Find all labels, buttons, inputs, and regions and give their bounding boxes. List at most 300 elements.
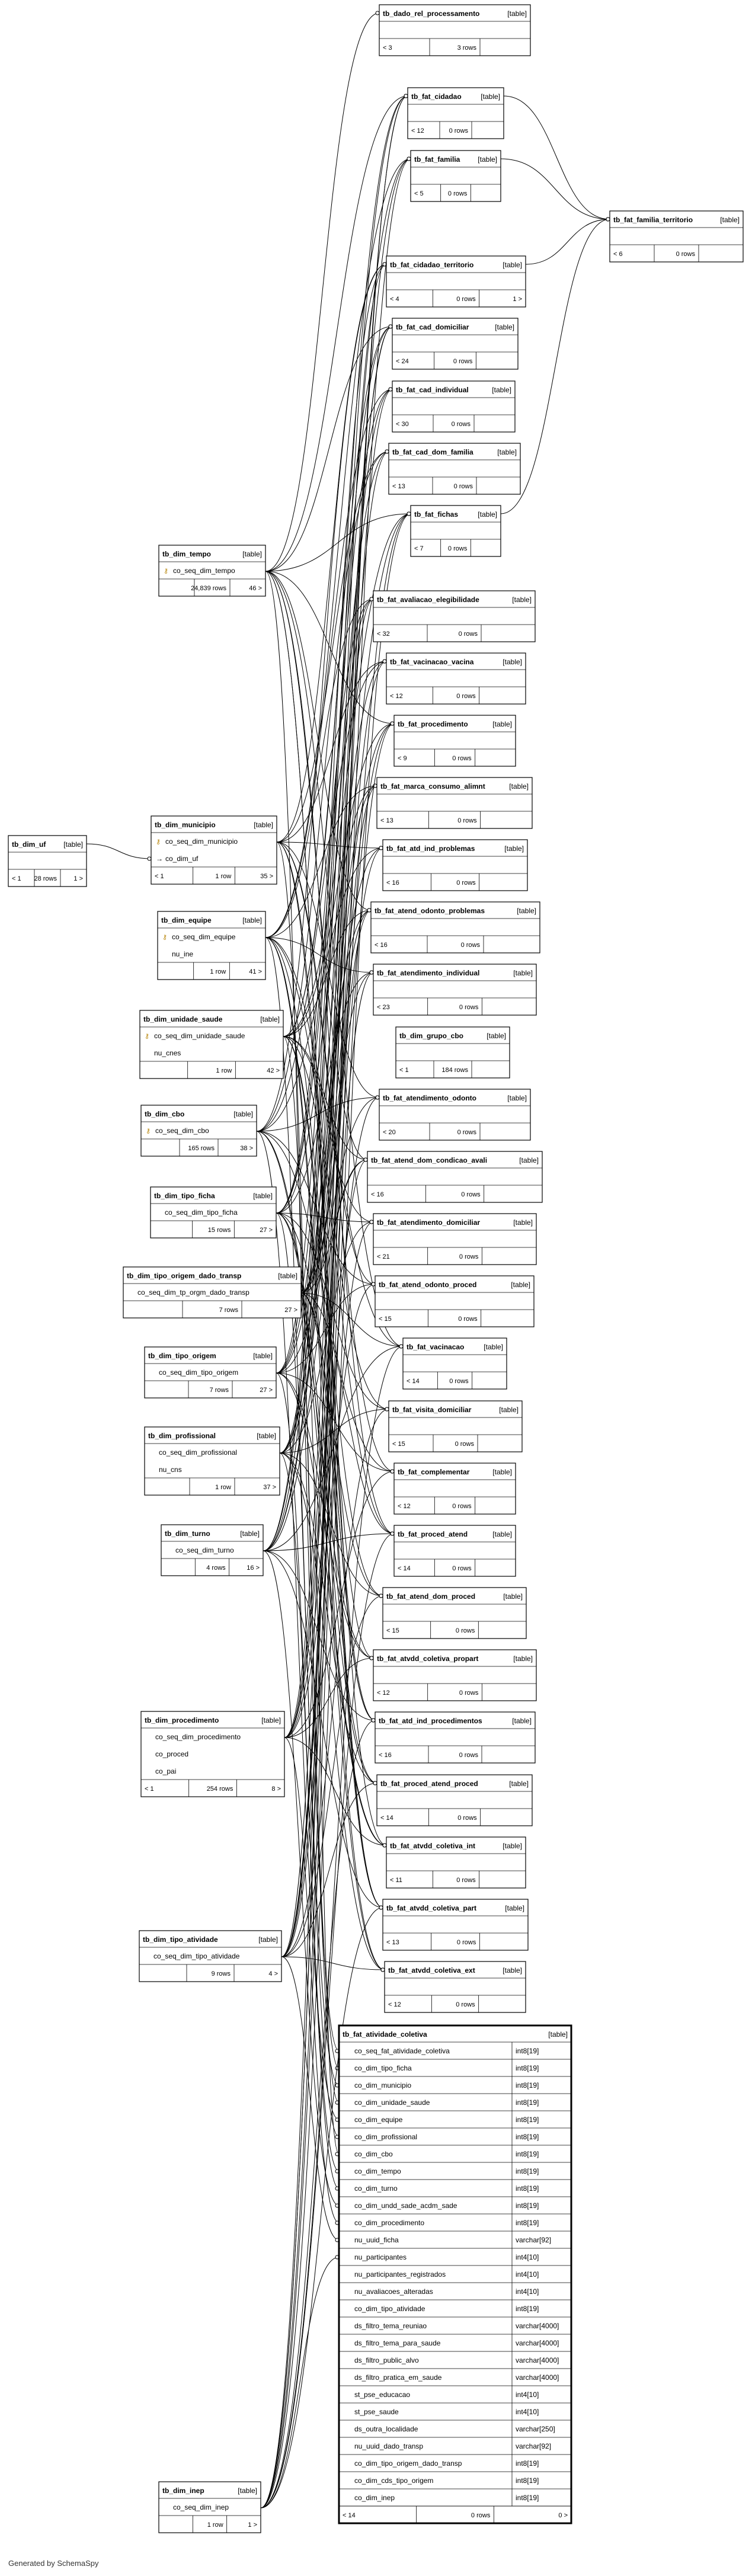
column-type: int8[19] [516,2476,539,2485]
column-type: int4[10] [516,2408,539,2416]
table-atendimento_domiciliar[interactable] [373,1214,536,1265]
relationship-line [526,219,610,264]
parents-count: < 12 [398,1503,411,1510]
parents-count: < 16 [375,942,388,949]
table-type-label: [table] [254,821,273,829]
table-type-label: [table] [258,1935,278,1944]
table-name: tb_dim_grupo_cbo [399,1032,464,1040]
relationship-end-marker [364,1158,367,1161]
row-count: 0 rows [460,942,480,949]
column-name: co_seq_dim_tempo [173,567,235,575]
table-fichas[interactable] [411,505,501,556]
table-type-label: [table] [513,1218,533,1227]
table-atvdd_coletiva_part[interactable] [383,1899,528,1950]
children-count: 1 > [513,296,522,303]
column-type: int8[19] [516,2064,539,2072]
row-count: 0 rows [461,1191,481,1198]
column-name: st_pse_saude [354,2408,399,2416]
table-dim_tempo[interactable] [159,545,265,596]
table-name: tb_fat_cad_individual [396,386,469,394]
table-complementar[interactable] [394,1463,516,1514]
table-dim_tipo_ficha[interactable] [151,1187,276,1238]
key-icon: ⚷ [156,839,161,846]
relationship-end-marker [399,1345,403,1348]
table-name: tb_dim_unidade_saude [143,1015,223,1023]
parents-count: < 1 [145,1785,154,1793]
row-count: 0 rows [458,1316,478,1323]
column-type: int8[19] [516,2133,539,2141]
table-name: tb_dim_equipe [161,916,212,924]
table-atend_odonto_proced[interactable] [375,1276,534,1327]
row-count: 1 row [207,2521,223,2529]
table-name: tb_fat_fichas [414,510,459,519]
children-count: 42 > [267,1067,280,1074]
column-name: co_seq_dim_tipo_atividade [153,1952,240,1960]
parents-count: < 13 [392,483,405,490]
column-name: co_seq_dim_municipio [165,837,238,846]
table-type-label: [table] [503,1842,522,1850]
table-type-label: [table] [253,1352,273,1360]
relationship-end-marker [606,217,610,221]
parents-count: < 4 [390,296,399,303]
row-count: 0 rows [676,251,695,258]
children-count: 1 > [248,2521,257,2529]
relationship-end-marker [148,857,151,860]
row-count: 0 rows [456,1877,476,1884]
relationship-end-marker [391,722,394,725]
column-name: co_seq_dim_turno [175,1546,234,1554]
row-count: 0 rows [452,755,472,762]
table-name: tb_fat_atendimento_odonto [383,1094,476,1102]
table-dim_tipo_origem[interactable] [145,1347,276,1398]
row-count: 0 rows [451,421,471,428]
table-proced_atend[interactable] [394,1525,516,1576]
relationship-end-marker [367,908,371,912]
table-atend_dom_condicao[interactable] [367,1151,542,1202]
table-name: tb_fat_cad_domiciliar [396,323,469,331]
relationship-end-marker [379,846,383,850]
table-type-label: [table] [492,386,511,394]
row-count: 0 rows [459,1253,479,1260]
table-type-label: [table] [257,1432,276,1440]
table-type-label: [table] [512,1717,532,1725]
row-count: 165 rows [188,1145,215,1152]
table-name: tb_dim_tempo [162,550,212,558]
table-type-label: [table] [511,1281,530,1289]
relationship-line [501,159,610,219]
column-name: co_dim_turno [354,2184,398,2193]
parents-count: < 21 [377,1253,390,1260]
relationship-line [277,264,386,842]
row-count: 0 rows [456,1939,476,1946]
table-type-label: [table] [478,510,497,519]
parents-count: < 13 [380,817,393,824]
table-type-label: [table] [548,2030,568,2039]
table-type-label: [table] [261,1716,281,1724]
column-type: int8[19] [516,2167,539,2175]
column-name: nu_cns [159,1465,182,1474]
table-type-label: [table] [478,155,497,164]
relationship-end-marker [379,1906,383,1909]
parents-count: < 7 [414,545,424,552]
table-familia[interactable] [411,151,501,201]
column-name: co_pai [155,1767,177,1775]
table-type-label: [table] [260,1015,280,1023]
column-name: co_dim_inep [354,2494,395,2502]
column-type: int8[19] [516,2201,539,2210]
parents-count: < 23 [377,1004,390,1011]
children-count: 38 > [240,1145,253,1152]
table-avaliacao_elegibilidade[interactable] [373,591,535,642]
relationship-end-marker [376,11,379,15]
column-type: int4[10] [516,2253,539,2261]
column-type: varchar[4000] [516,2356,559,2364]
table-type-label: [table] [238,2487,257,2495]
column-name: nu_participantes_registrados [354,2270,446,2279]
parents-count: < 11 [390,1877,402,1884]
table-dim_turno[interactable] [161,1525,263,1576]
table-dim_procedimento[interactable] [141,1711,284,1797]
table-dim_profissional[interactable] [145,1427,280,1495]
table-type-label: [table] [497,448,517,456]
table-name: tb_fat_atend_dom_proced [386,1592,476,1601]
parents-count: < 24 [396,358,409,365]
children-count: 35 > [260,873,273,880]
generator-footer: Generated by SchemaSpy [8,2559,99,2568]
column-type: int8[19] [516,2219,539,2227]
table-type-label: [table] [492,1530,512,1538]
table-vacinacao[interactable] [403,1338,507,1389]
row-count: 7 rows [209,1387,229,1394]
column-name: ds_outra_localidade [354,2425,418,2433]
table-dim_tipo_origem_dado[interactable] [123,1267,301,1318]
column-type: int4[10] [516,2270,539,2279]
relationship-end-marker [385,450,389,453]
table-dim_tipo_atividade[interactable] [139,1931,281,1982]
table-name: tb_dado_rel_processamento [383,9,480,18]
children-count: 41 > [249,968,262,975]
column-type: varchar[4000] [516,2373,559,2382]
table-procedimento[interactable] [394,715,516,766]
row-count: 0 rows [459,1689,479,1697]
children-count: 1 > [73,875,83,882]
table-type-label: [table] [509,782,529,791]
row-count: 0 rows [449,1378,469,1385]
table-name: tb_dim_tipo_origem [148,1352,216,1360]
column-name: co_seq_dim_inep [173,2503,229,2511]
table-type-label: [table] [517,907,536,915]
table-type-label: [table] [499,1406,519,1414]
row-count: 0 rows [456,693,476,700]
parents-count: < 20 [383,1129,396,1136]
table-type-label: [table] [278,1272,297,1280]
table-name: tb_dim_cbo [145,1110,185,1118]
parents-count: < 14 [398,1565,411,1572]
table-atvdd_coletiva_int[interactable] [386,1837,526,1888]
table-type-label: [table] [242,550,262,558]
parents-count: < 3 [383,44,392,52]
table-type-label: [table] [507,9,527,18]
column-type: varchar[92] [516,2442,552,2450]
table-name: tb_fat_familia_territorio [613,216,693,224]
row-count: 0 rows [449,127,468,135]
column-name: ds_filtro_tema_para_saude [354,2339,441,2347]
parents-count: < 16 [371,1191,384,1198]
table-dim_municipio[interactable] [151,816,277,884]
table-dado_rel[interactable] [379,5,530,56]
table-type-label: [table] [63,840,83,849]
table-cidadao[interactable] [408,88,504,139]
column-type: int8[19] [516,2116,539,2124]
column-name: ds_filtro_tema_reuniao [354,2322,427,2330]
relationship-end-marker [370,971,373,974]
relationship-end-marker [372,1719,375,1722]
column-name: co_dim_tipo_ficha [354,2064,412,2072]
table-name: tb_fat_cad_dom_familia [392,448,473,456]
column-type: varchar[4000] [516,2339,559,2347]
parents-count: < 15 [392,1441,405,1448]
foreign-key-icon: → [156,855,163,863]
table-atendimento_odonto[interactable] [379,1089,530,1140]
table-cidadao_territorio[interactable] [386,256,526,307]
table-name: tb_fat_proced_atend [398,1530,468,1538]
column-type: int8[19] [516,2098,539,2107]
table-name: tb_dim_municipio [155,821,216,829]
row-count: 0 rows [453,483,473,490]
column-name: co_proced [155,1750,189,1758]
table-type-label: [table] [481,92,500,101]
table-dim_inep[interactable] [159,2482,261,2533]
table-dim_uf[interactable] [8,836,87,887]
table-type-label: [table] [513,969,533,977]
table-type-label: [table] [519,1156,539,1164]
relationship-line [87,844,151,859]
relationship-end-marker [389,325,392,328]
column-name: co_dim_equipe [354,2116,403,2124]
table-type-label: [table] [503,1966,522,1975]
parents-count: < 15 [386,1627,399,1634]
column-type: int8[19] [516,2150,539,2158]
parents-count: < 16 [379,1752,392,1759]
relationship-end-marker [383,660,386,663]
table-type-label: [table] [503,261,522,269]
relationship-end-marker [370,597,373,601]
relationship-line [261,2257,339,2508]
column-type: int4[10] [516,2287,539,2296]
column-name: co_dim_cbo [354,2150,393,2158]
row-count: 0 rows [456,2001,475,2008]
column-name: co_seq_dim_tipo_origem [159,1368,239,1377]
table-type-label: [table] [492,1468,512,1476]
parents-count: < 5 [414,190,424,197]
relationship-end-marker [407,157,411,161]
table-name: tb_fat_atend_odonto_proced [379,1281,477,1289]
table-atendimento_individual[interactable] [373,964,536,1015]
table-type-label: [table] [505,1904,524,1912]
column-type: int8[19] [516,2047,539,2055]
table-type-label: [table] [509,1780,529,1788]
children-count: 27 > [284,1307,297,1314]
row-count: 1 row [210,968,226,975]
key-icon: ⚷ [146,1128,151,1135]
table-familia_territorio[interactable] [610,211,743,262]
table-type-label: [table] [240,1529,260,1538]
column-name: st_pse_educacao [354,2391,411,2399]
table-type-label: [table] [503,1592,523,1601]
table-name: tb_fat_atvdd_coletiva_int [390,1842,476,1850]
row-count: 1 row [215,873,232,880]
table-atvdd_coletiva_ext[interactable] [385,1961,526,2012]
table-name: tb_fat_atendimento_domiciliar [377,1218,481,1227]
parents-count: < 14 [407,1378,420,1385]
children-count: 4 > [268,1970,278,1977]
relationship-end-marker [370,1656,373,1660]
column-name: co_seq_dim_unidade_saude [154,1032,245,1040]
row-count: 15 rows [207,1227,231,1234]
table-type-label: [table] [492,720,512,728]
row-count: 1 row [215,1484,231,1491]
column-name: nu_uuid_ficha [354,2236,399,2244]
table-type-label: [table] [233,1110,253,1118]
table-name: tb_dim_tipo_origem_dado_transp [127,1272,242,1280]
parents-count: < 12 [377,1689,390,1697]
table-dim_cbo[interactable] [141,1105,257,1156]
table-atd_ind_problemas[interactable] [383,840,527,891]
column-name: co_dim_undd_sade_acdm_sade [354,2201,457,2210]
row-count: 0 rows [453,358,473,365]
table-type-label: [table] [253,1192,273,1200]
table-name: tb_fat_atvdd_coletiva_propart [377,1655,479,1663]
column-name: co_seq_dim_cbo [155,1127,209,1135]
key-icon: ⚷ [145,1033,150,1040]
table-vacinacao_vacina[interactable] [386,653,526,704]
table-atvdd_coletiva_propart[interactable] [373,1650,536,1701]
table-name: tb_fat_vacinacao [407,1343,465,1351]
relationship-end-marker [376,1096,379,1099]
parents-count: < 13 [386,1939,399,1946]
row-count: 24,839 rows [191,585,226,592]
column-name: co_seq_dim_profissional [159,1448,238,1457]
table-name: tb_fat_atvdd_coletiva_part [386,1904,477,1912]
parents-count: < 14 [343,2512,356,2519]
table-name: tb_fat_complementar [398,1468,470,1476]
table-name: tb_fat_marca_consumo_alimnt [380,782,485,791]
row-count: 0 rows [456,879,476,887]
row-count: 0 rows [456,296,476,303]
table-type-label: [table] [495,323,514,331]
table-name: tb_fat_atendimento_individual [377,969,480,977]
column-type: int4[10] [516,2391,539,2399]
table-type-label: [table] [513,1655,533,1663]
column-name: co_dim_cds_tipo_origem [354,2476,434,2485]
row-count: 184 rows [441,1067,468,1074]
row-count: 9 rows [211,1970,231,1977]
relationship-end-marker [407,512,411,516]
relationship-end-marker [379,1594,383,1598]
table-atd_ind_procedimentos[interactable] [375,1712,535,1763]
column-type: int8[19] [516,2305,539,2313]
row-count: 0 rows [458,631,478,638]
table-atividade_coletiva[interactable] [339,2025,571,2523]
parents-count: < 9 [398,755,407,762]
table-atend_dom_proced[interactable] [383,1588,526,1639]
column-name: co_seq_dim_tipo_ficha [165,1208,238,1217]
column-name: nu_ine [172,950,194,958]
relationship-end-marker [383,1844,386,1847]
relationship-end-marker [373,1781,377,1785]
row-count: 0 rows [471,2512,491,2519]
parents-count: < 15 [379,1316,392,1323]
table-dim_grupo_cbo[interactable] [396,1027,510,1078]
table-name: tb_fat_vacinacao_vacina [390,658,474,666]
column-name: co_seq_dim_tp_orgm_dado_transp [137,1288,249,1297]
row-count: 0 rows [459,1004,479,1011]
column-name: co_dim_uf [165,855,199,863]
children-count: 27 > [260,1227,273,1234]
table-cad_dom_familia[interactable] [389,443,520,494]
column-name: co_dim_tipo_origem_dado_transp [354,2459,462,2468]
row-count: 28 rows [34,875,57,882]
table-type-label: [table] [720,216,740,224]
table-visita_domiciliar[interactable] [389,1401,522,1452]
table-type-label: [table] [512,596,532,604]
parents-count: < 6 [613,251,623,258]
column-name: co_dim_tipo_atividade [354,2305,425,2313]
column-type: varchar[250] [516,2425,555,2433]
table-name: tb_dim_turno [165,1529,210,1538]
table-atend_odonto_problemas[interactable] [371,902,540,953]
table-dim_equipe[interactable] [158,911,265,980]
column-name: ds_filtro_public_alvo [354,2356,419,2364]
column-name: co_seq_fat_atividade_coletiva [354,2047,450,2055]
table-name: tb_fat_atividade_coletiva [343,2030,427,2039]
relationship-end-marker [391,1532,394,1535]
row-count: 0 rows [457,1129,476,1136]
table-type-label: [table] [504,844,524,853]
table-cad_individual[interactable] [392,381,515,432]
column-name: co_dim_unidade_saude [354,2098,430,2107]
table-proced_atend_proced[interactable] [377,1775,532,1826]
parents-count: < 12 [388,2001,401,2008]
column-name: co_seq_dim_equipe [172,933,236,941]
table-name: tb_fat_cidadao_territorio [390,261,474,269]
column-type: int8[19] [516,2081,539,2089]
parents-count: < 14 [380,1815,393,1822]
table-cad_domiciliar[interactable] [392,318,518,369]
table-name: tb_dim_tipo_atividade [143,1935,218,1944]
relationship-line [265,327,392,571]
table-marca_consumo[interactable] [377,777,532,828]
key-icon: ⚷ [162,934,168,941]
parents-count: < 12 [411,127,424,135]
relationship-end-marker [391,1470,394,1473]
children-count: 27 > [260,1387,273,1394]
parents-count: < 30 [396,421,409,428]
column-type: varchar[92] [516,2236,552,2244]
row-count: 4 rows [206,1564,226,1572]
row-count: 0 rows [459,1752,478,1759]
table-name: tb_dim_tipo_ficha [154,1192,215,1200]
row-count: 1 row [216,1067,232,1074]
table-name: tb_fat_cidadao [411,92,462,101]
parents-count: < 1 [399,1067,409,1074]
column-name: co_dim_procedimento [354,2219,425,2227]
column-name: nu_uuid_dado_transp [354,2442,424,2450]
table-dim_unidade_saude[interactable] [140,1010,283,1079]
table-name: tb_fat_atend_odonto_problemas [375,907,485,915]
table-type-label: [table] [503,658,522,666]
column-name: nu_cnes [154,1049,181,1057]
